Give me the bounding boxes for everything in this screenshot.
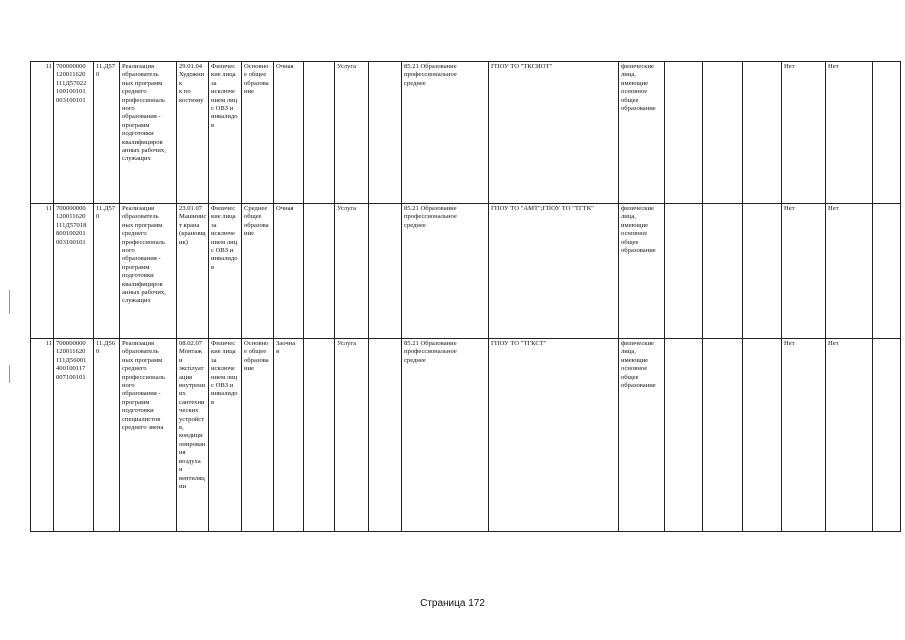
- cell-type: Услуга: [335, 339, 369, 532]
- cell-study-form: Заочна я: [274, 339, 304, 532]
- cell-okved: 85.21 Образование профессиональное среднее: [402, 204, 489, 339]
- cell-empty: [743, 204, 782, 339]
- cell-empty: [304, 204, 335, 339]
- cell-consumer-category: Физичес кие лица за исключе нием лиц с ОВЗ и инвалидо в: [209, 339, 242, 532]
- cell-study-form: Очная: [274, 204, 304, 339]
- cell-empty: [873, 204, 901, 339]
- cell-empty: [665, 62, 703, 204]
- cell-empty: [665, 204, 703, 339]
- cell-consumers: физические лица, имеющие основное общее образование: [619, 339, 665, 532]
- cell-empty: [304, 62, 335, 204]
- cell-education-level: Среднее общее образова ние: [242, 204, 274, 339]
- scan-artifact-mark: [9, 365, 10, 383]
- cell-okved: 85.21 Образование профессиональное среднее: [402, 339, 489, 532]
- cell-study-form: Очная: [274, 62, 304, 204]
- cell-consumer-category: Физичес кие лица за исключе нием лиц с ОВЗ и инвалидо в: [209, 204, 242, 339]
- cell-registry-number: 700000000 120011620 111Д57022 100100101 003100101: [54, 62, 94, 204]
- cell-flag: Нет: [826, 204, 873, 339]
- cell-empty: [743, 62, 782, 204]
- cell-flag: Нет: [826, 62, 873, 204]
- cell-flag: Нет: [782, 62, 826, 204]
- cell-service-code: 11.Д57 0: [94, 62, 120, 204]
- cell-type: Услуга: [335, 204, 369, 339]
- cell-specialty: 08.02.07 Монтаж и эксплуат ация внутренн их сантехни ческих устройст в, кондици онирован ия воздуха и вентиляц ии: [177, 339, 209, 532]
- cell-empty: [369, 204, 402, 339]
- cell-index: 11: [31, 204, 54, 339]
- table-row: [31, 339, 901, 532]
- cell-service-code: 11.Д56 0: [94, 339, 120, 532]
- cell-service-name: Реализация образователь ных программ среднего профессиональ ного образования - программ подготовки специалистов среднего звена: [120, 339, 177, 532]
- cell-empty: [873, 62, 901, 204]
- cell-empty: [665, 339, 703, 532]
- cell-empty: [743, 339, 782, 532]
- cell-service-code: 11.Д57 0: [94, 204, 120, 339]
- cell-consumers: физические лица, имеющие основное общее образование: [619, 62, 665, 204]
- cell-registry-number: 700000000 120011620 111Д57018 800100201 003100101: [54, 204, 94, 339]
- cell-index: 11: [31, 62, 54, 204]
- cell-flag: Нет: [826, 339, 873, 532]
- table-row: [31, 62, 901, 204]
- cell-okved: 85.21 Образование профессиональное среднее: [402, 62, 489, 204]
- cell-empty: [369, 62, 402, 204]
- registry-table: [30, 61, 901, 532]
- cell-institution: ГПОУ ТО "ТГКСТ": [489, 339, 619, 532]
- cell-empty: [703, 62, 743, 204]
- scan-artifact-mark: [9, 290, 10, 314]
- cell-empty: [703, 204, 743, 339]
- cell-education-level: Основно е общее образова ние: [242, 62, 274, 204]
- cell-consumers: физические лица, имеющие основное общее образование: [619, 204, 665, 339]
- cell-flag: Нет: [782, 204, 826, 339]
- cell-institution: ГПОУ ТО "АМТ";ГПОУ ТО "ТГТК": [489, 204, 619, 339]
- cell-index: 11: [31, 339, 54, 532]
- cell-specialty: 23.01.07 Машинис т крана (крановщ ик): [177, 204, 209, 339]
- cell-type: Услуга: [335, 62, 369, 204]
- cell-service-name: Реализация образователь ных программ среднего профессиональ ного образования - программ подготовки квалифициров анных рабочих, служащих: [120, 204, 177, 339]
- cell-empty: [703, 339, 743, 532]
- cell-specialty: 29.01.04 Художник к по костюму: [177, 62, 209, 204]
- cell-institution: ГПОУ ТО "ТКСИОТ": [489, 62, 619, 204]
- cell-empty: [369, 339, 402, 532]
- cell-registry-number: 700000000 120011620 111Д56001 400100117 007100101: [54, 339, 94, 532]
- cell-empty: [873, 339, 901, 532]
- table-row: [31, 204, 901, 339]
- cell-service-name: Реализация образователь ных программ среднего профессиональ ного образования - программ подготовки квалифициров анных рабочих, служащих: [120, 62, 177, 204]
- cell-flag: Нет: [782, 339, 826, 532]
- cell-education-level: Основно е общее образова ние: [242, 339, 274, 532]
- cell-consumer-category: Физичес кие лица за исключе нием лиц с ОВЗ и инвалидо в: [209, 62, 242, 204]
- cell-empty: [304, 339, 335, 532]
- page-number: Страница 172: [420, 598, 485, 609]
